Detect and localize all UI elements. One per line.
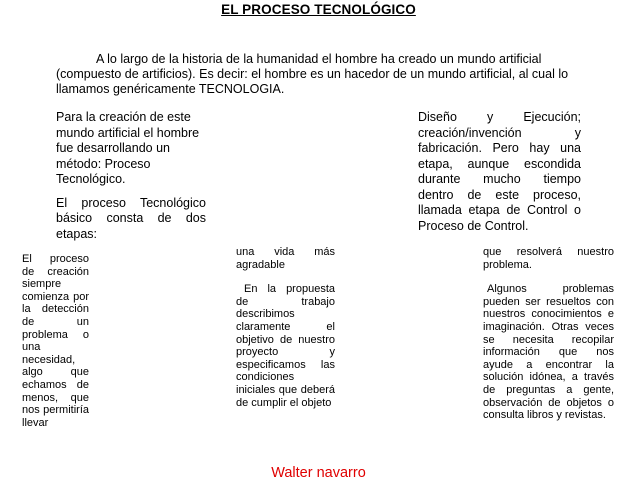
box2-paragraph-1: una vida más agradable <box>236 246 335 271</box>
author-signature: Walter navarro <box>271 465 366 481</box>
left-paragraph-1: Para la creación de este mundo artificial el hombre fue desarrollando un método: Proceso Tecnológico. <box>56 110 200 186</box>
right-column <box>418 110 581 234</box>
text-box-2 <box>236 246 335 409</box>
box1-paragraph: El proceso de creación siempre comienza por la detección de un problema o una necesidad, algo que echamos de menos, que nos permitiría llevar <box>22 253 89 429</box>
right-paragraph-1: Diseño y Ejecución; creación/invención y fabricación. Pero hay una etapa, aunque escondida durante mucho tiempo dentro de este proceso, llamada etapa de Control o Proceso de Control. <box>418 110 581 233</box>
left-column <box>56 110 206 242</box>
text-box-3 <box>483 246 614 422</box>
box2-paragraph-2: En la propuesta de trabajo describimos claramente el objetivo de nuestro proyecto y especificamos las condiciones iniciales que deberá de cumplir el objeto <box>236 283 335 409</box>
box3-paragraph-2: Algunos problemas pueden ser resueltos con nuestros conocimientos e imaginación. Otras veces se necesita recopilar información que nos ayude a encontrar la solución idónea, a través de preguntas a gente, observación de objetos o consulta libros y revistas. <box>483 283 614 422</box>
intro-paragraph <box>56 52 584 97</box>
box3-paragraph-1: que resolverá nuestro problema. <box>483 246 614 271</box>
document-title: EL PROCESO TECNOLÓGICO <box>221 2 416 17</box>
intro-text: A lo largo de la historia de la humanidad el hombre ha creado un mundo artificial (compuesto de artificios). Es decir: el hombre es un hacedor de un mundo artificial, al cual lo llamamos genéricamente TECNOLOGIA. <box>56 52 569 96</box>
left-paragraph-2: El proceso Tecnológico básico consta de dos etapas: <box>56 195 206 241</box>
text-box-1 <box>22 253 89 429</box>
